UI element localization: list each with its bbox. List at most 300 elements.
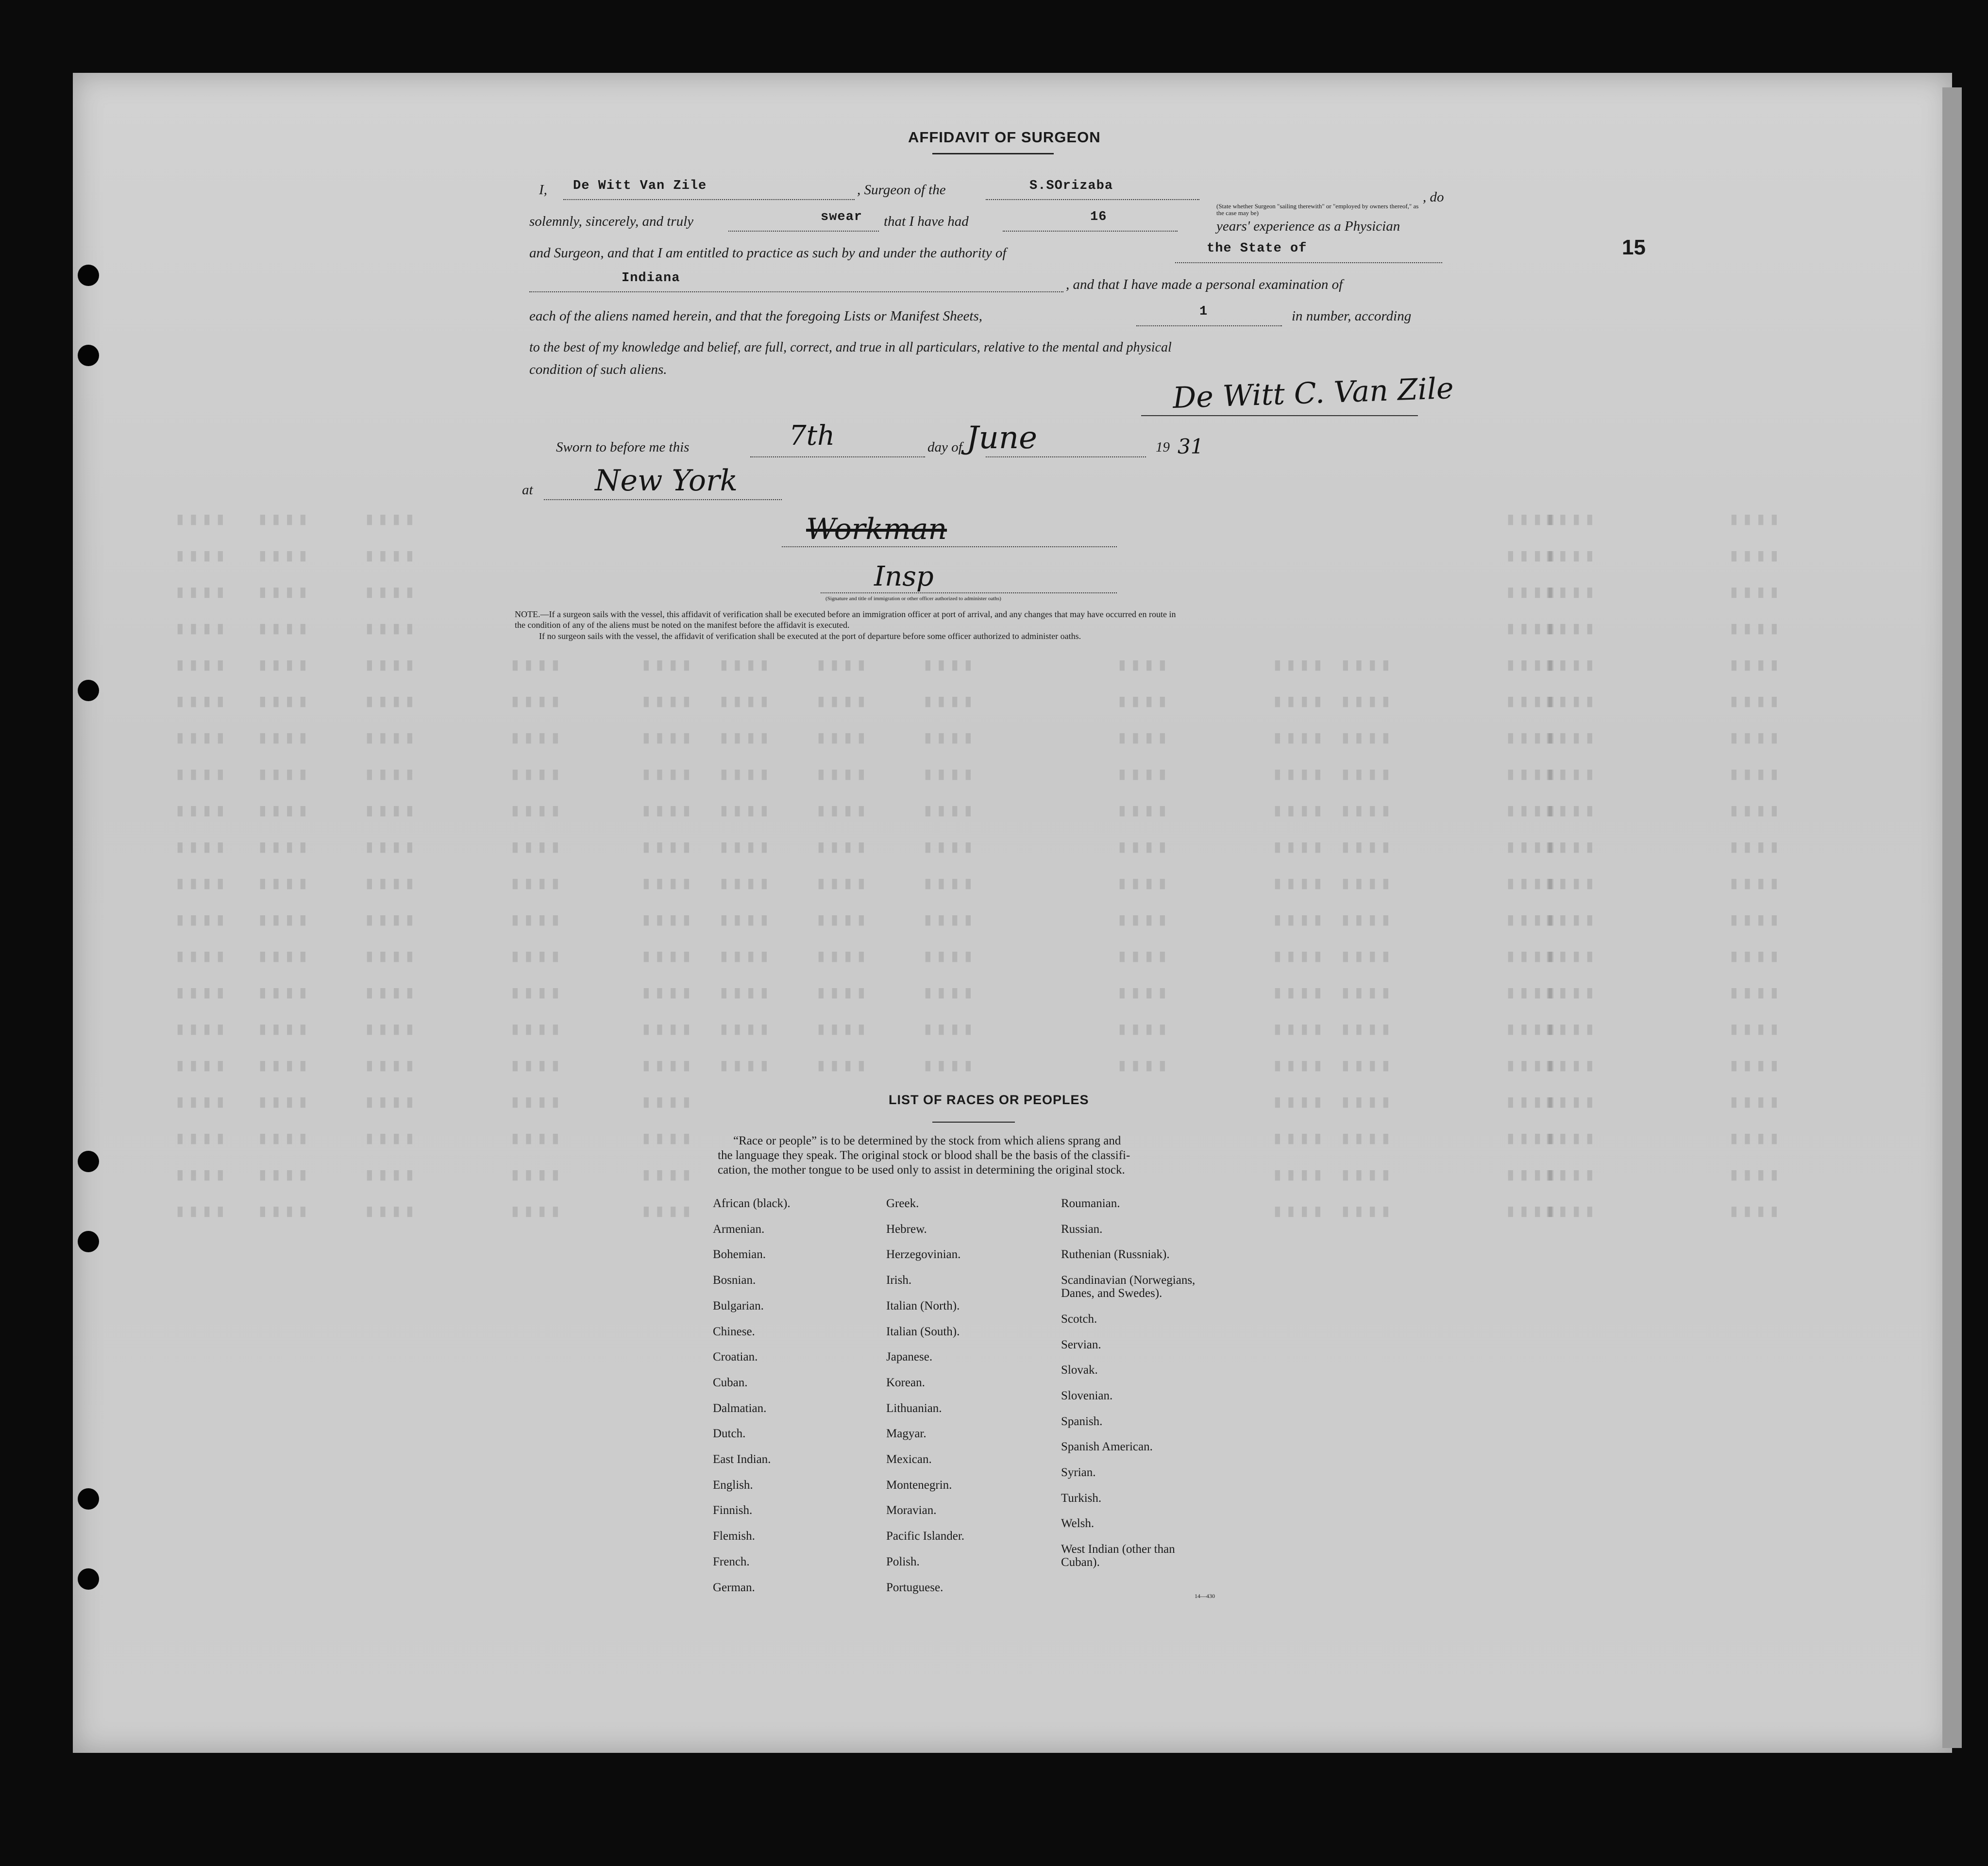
bleed-mark: ▮▮▮▮	[175, 1129, 229, 1149]
punch-hole	[78, 1568, 99, 1590]
bleed-mark: ▮▮▮▮	[1340, 656, 1394, 675]
experience-label: years' experience as a Physician	[1216, 219, 1400, 234]
bleed-mark: ▮▮▮▮	[1340, 874, 1394, 894]
bleed-mark: ▮▮▮▮	[923, 728, 977, 748]
bleed-mark: ▮▮▮▮	[364, 583, 418, 603]
bleed-mark: ▮▮▮▮	[257, 656, 311, 675]
bleed-mark: ▮▮▮▮	[641, 1165, 695, 1185]
bleed-mark: ▮▮▮▮	[1505, 1165, 1559, 1185]
bleed-mark: ▮▮▮▮	[1505, 546, 1559, 566]
note-line-3: If no surgeon sails with the vessel, the affidavit of verification shall be executed at the port of departure before some officer authorized to administer oaths.	[539, 631, 1081, 641]
bleed-mark: ▮▮▮▮	[364, 728, 418, 748]
races-intro-2: the language they speak. The original stock or blood shall be the basis of the classifi-	[718, 1149, 1130, 1162]
bleed-mark: ▮▮▮▮	[1505, 1020, 1559, 1040]
bleed-mark: ▮▮▮▮	[1272, 947, 1326, 967]
bleed-mark: ▮▮▮▮	[1729, 728, 1783, 748]
sworn-place: New York	[595, 464, 738, 498]
race-entry: Dutch.	[713, 1427, 746, 1441]
race-entry: Japanese.	[886, 1350, 933, 1364]
bleed-mark: ▮▮▮▮	[175, 947, 229, 967]
bleed-mark: ▮▮▮▮	[923, 765, 977, 785]
years-line	[1003, 231, 1178, 232]
bleed-mark: ▮▮▮▮	[257, 1202, 311, 1222]
bleed-mark: ▮▮▮▮	[719, 1020, 773, 1040]
race-entry: Irish.	[886, 1274, 912, 1287]
authority-2: Indiana	[622, 271, 680, 286]
bleed-mark: ▮▮▮▮	[175, 1020, 229, 1040]
bleed-mark: ▮▮▮▮	[364, 510, 418, 530]
race-entry: Armenian.	[713, 1222, 765, 1236]
races-title: LIST OF RACES OR PEOPLES	[889, 1093, 1089, 1107]
bleed-mark: ▮▮▮▮	[175, 1202, 229, 1222]
bleed-mark: ▮▮▮▮	[641, 692, 695, 712]
race-entry: African (black).	[713, 1197, 791, 1210]
race-entry: Russian.	[1061, 1222, 1103, 1236]
bleed-mark: ▮▮▮▮	[1117, 947, 1171, 967]
bleed-mark: ▮▮▮▮	[923, 1056, 977, 1076]
bleed-mark: ▮▮▮▮	[1505, 947, 1559, 967]
bleed-mark: ▮▮▮▮	[1505, 1129, 1559, 1149]
bleed-mark: ▮▮▮▮	[1272, 801, 1326, 821]
bleed-mark: ▮▮▮▮	[1272, 1020, 1326, 1040]
bleed-mark: ▮▮▮▮	[1729, 838, 1783, 857]
years-experience: 16	[1090, 210, 1107, 224]
race-entry: Servian.	[1061, 1338, 1101, 1351]
race-entry: Magyar.	[886, 1427, 927, 1441]
bleed-mark: ▮▮▮▮	[1729, 546, 1783, 566]
oath-line	[728, 231, 879, 232]
punch-hole	[78, 1151, 99, 1172]
bleed-mark: ▮▮▮▮	[1729, 765, 1783, 785]
bleed-mark: ▮▮▮▮	[923, 983, 977, 1003]
bleed-mark: ▮▮▮▮	[364, 619, 418, 639]
bleed-mark: ▮▮▮▮	[1729, 1129, 1783, 1149]
race-entry: Spanish.	[1061, 1414, 1103, 1428]
bleed-mark: ▮▮▮▮	[641, 910, 695, 930]
bleed-mark: ▮▮▮▮	[1544, 1165, 1598, 1185]
bleed-mark: ▮▮▮▮	[1117, 910, 1171, 930]
authority-line-2	[529, 291, 1063, 292]
bleed-mark: ▮▮▮▮	[1117, 983, 1171, 1003]
bleed-mark: ▮▮▮▮	[923, 838, 977, 857]
bleed-mark: ▮▮▮▮	[816, 765, 870, 785]
sworn-day: 7th	[789, 420, 835, 452]
bleed-mark: ▮▮▮▮	[1272, 728, 1326, 748]
month-line	[986, 456, 1146, 457]
bleed-mark: ▮▮▮▮	[1544, 910, 1598, 930]
bleed-mark: ▮▮▮▮	[1505, 1202, 1559, 1222]
bleed-mark: ▮▮▮▮	[257, 801, 311, 821]
bleed-mark: ▮▮▮▮	[1117, 656, 1171, 675]
race-entry: French.	[713, 1555, 750, 1568]
bleed-mark: ▮▮▮▮	[1272, 910, 1326, 930]
bleed-mark: ▮▮▮▮	[1505, 692, 1559, 712]
bleed-mark: ▮▮▮▮	[1544, 801, 1598, 821]
race-entry: Dalmatian.	[713, 1401, 767, 1415]
bleed-mark: ▮▮▮▮	[1505, 874, 1559, 894]
bleed-mark: ▮▮▮▮	[510, 656, 564, 675]
bleed-mark: ▮▮▮▮	[510, 765, 564, 785]
race-entry: West Indian (other than	[1061, 1543, 1175, 1556]
bleed-mark: ▮▮▮▮	[1272, 656, 1326, 675]
bleed-mark: ▮▮▮▮	[1340, 1056, 1394, 1076]
bleed-mark: ▮▮▮▮	[1729, 619, 1783, 639]
race-entry: Portuguese.	[886, 1580, 943, 1594]
bleed-mark: ▮▮▮▮	[1544, 1202, 1598, 1222]
vessel-name: S.SOrizaba	[1029, 179, 1113, 193]
bleed-mark: ▮▮▮▮	[1729, 983, 1783, 1003]
bleed-mark: ▮▮▮▮	[364, 1020, 418, 1040]
race-entry: Lithuanian.	[886, 1401, 942, 1415]
bleed-mark: ▮▮▮▮	[364, 656, 418, 675]
bleed-mark: ▮▮▮▮	[1340, 692, 1394, 712]
bleed-mark: ▮▮▮▮	[257, 1093, 311, 1112]
race-entry: Italian (South).	[886, 1325, 960, 1338]
surgeon-of-label: , Surgeon of the	[857, 182, 946, 198]
race-entry: Roumanian.	[1061, 1197, 1120, 1210]
bleed-mark: ▮▮▮▮	[816, 692, 870, 712]
bleed-mark: ▮▮▮▮	[1117, 838, 1171, 857]
bleed-mark: ▮▮▮▮	[641, 1093, 695, 1112]
bleed-mark: ▮▮▮▮	[1117, 1056, 1171, 1076]
bleed-mark: ▮▮▮▮	[175, 765, 229, 785]
bleed-mark: ▮▮▮▮	[364, 765, 418, 785]
bleed-mark: ▮▮▮▮	[641, 838, 695, 857]
surgeon-name: De Witt Van Zile	[573, 179, 707, 193]
bleed-mark: ▮▮▮▮	[510, 838, 564, 857]
state-note: (State whether Surgeon "sailing therewith" or "employed by owners thereof," as the case may be)	[1216, 202, 1419, 217]
bleed-mark: ▮▮▮▮	[510, 1129, 564, 1149]
bleed-mark: ▮▮▮▮	[719, 983, 773, 1003]
sheets-line	[1136, 325, 1282, 326]
affidavit-title: AFFIDAVIT OF SURGEON	[908, 129, 1101, 146]
race-entry: Syrian.	[1061, 1466, 1096, 1479]
form-number: 14—430	[1195, 1593, 1215, 1599]
bleed-mark: ▮▮▮▮	[1505, 583, 1559, 603]
bleed-mark: ▮▮▮▮	[1340, 1093, 1394, 1112]
bleed-mark: ▮▮▮▮	[257, 1165, 311, 1185]
bleed-mark: ▮▮▮▮	[1117, 1020, 1171, 1040]
bleed-mark: ▮▮▮▮	[1117, 692, 1171, 712]
bleed-mark: ▮▮▮▮	[1505, 983, 1559, 1003]
bleed-mark: ▮▮▮▮	[1729, 910, 1783, 930]
bleed-mark: ▮▮▮▮	[364, 947, 418, 967]
bleed-mark: ▮▮▮▮	[641, 947, 695, 967]
examination-label: , and that I have made a personal examination of	[1066, 277, 1343, 292]
had-label: that I have had	[884, 214, 969, 229]
race-entry: Slovak.	[1061, 1363, 1098, 1377]
race-entry: Slovenian.	[1061, 1389, 1113, 1402]
bleed-mark: ▮▮▮▮	[175, 1093, 229, 1112]
condition-label: condition of such aliens.	[529, 362, 667, 377]
bleed-mark: ▮▮▮▮	[510, 801, 564, 821]
bleed-mark: ▮▮▮▮	[175, 692, 229, 712]
bleed-mark: ▮▮▮▮	[1272, 1056, 1326, 1076]
bleed-mark: ▮▮▮▮	[364, 1093, 418, 1112]
officer-caption: (Signature and title of immigration or other officer authorized to administer oaths)	[826, 596, 1001, 602]
bleed-mark: ▮▮▮▮	[1340, 765, 1394, 785]
bleed-mark: ▮▮▮▮	[257, 765, 311, 785]
race-entry: Pacific Islander.	[886, 1530, 965, 1543]
bleed-mark: ▮▮▮▮	[816, 801, 870, 821]
bleed-mark: ▮▮▮▮	[510, 692, 564, 712]
bleed-mark: ▮▮▮▮	[641, 1020, 695, 1040]
race-entry: Bulgarian.	[713, 1299, 764, 1312]
bleed-mark: ▮▮▮▮	[1544, 983, 1598, 1003]
bleed-mark: ▮▮▮▮	[1117, 801, 1171, 821]
bleed-mark: ▮▮▮▮	[1544, 619, 1598, 639]
bleed-mark: ▮▮▮▮	[175, 656, 229, 675]
bleed-mark: ▮▮▮▮	[1729, 947, 1783, 967]
bleed-mark: ▮▮▮▮	[719, 692, 773, 712]
bleed-mark: ▮▮▮▮	[816, 1020, 870, 1040]
bleed-mark: ▮▮▮▮	[175, 619, 229, 639]
race-entry: Mexican.	[886, 1453, 932, 1466]
race-entry: East Indian.	[713, 1453, 771, 1466]
bleed-mark: ▮▮▮▮	[257, 1056, 311, 1076]
race-entry: Croatian.	[713, 1350, 758, 1364]
bleed-mark: ▮▮▮▮	[1505, 765, 1559, 785]
race-entry: Korean.	[886, 1376, 925, 1389]
sworn-month: June	[966, 420, 1037, 456]
bleed-mark: ▮▮▮▮	[1544, 838, 1598, 857]
bleed-mark: ▮▮▮▮	[510, 728, 564, 748]
bleed-mark: ▮▮▮▮	[1544, 546, 1598, 566]
bleed-mark: ▮▮▮▮	[175, 874, 229, 894]
bleed-mark: ▮▮▮▮	[257, 546, 311, 566]
bleed-mark: ▮▮▮▮	[1544, 874, 1598, 894]
bleed-mark: ▮▮▮▮	[175, 728, 229, 748]
bleed-mark: ▮▮▮▮	[364, 838, 418, 857]
bleed-mark: ▮▮▮▮	[510, 983, 564, 1003]
surgeon-name-line	[563, 199, 855, 200]
bleed-mark: ▮▮▮▮	[364, 1165, 418, 1185]
bleed-mark: ▮▮▮▮	[1340, 983, 1394, 1003]
bleed-mark: ▮▮▮▮	[1272, 838, 1326, 857]
bleed-mark: ▮▮▮▮	[923, 656, 977, 675]
solemnly-label: solemnly, sincerely, and truly	[529, 214, 694, 229]
race-entry: Chinese.	[713, 1325, 755, 1338]
bleed-mark: ▮▮▮▮	[510, 1165, 564, 1185]
bleed-mark: ▮▮▮▮	[175, 910, 229, 930]
bleed-mark: ▮▮▮▮	[1340, 1129, 1394, 1149]
punch-hole	[78, 1488, 99, 1510]
bleed-mark: ▮▮▮▮	[1505, 910, 1559, 930]
do-label: , do	[1423, 189, 1444, 205]
sheets-count: 1	[1199, 304, 1208, 319]
bleed-mark: ▮▮▮▮	[923, 910, 977, 930]
note-line-2: the condition of any of the aliens must be noted on the manifest before the affidavit is executed.	[515, 620, 850, 630]
bleed-mark: ▮▮▮▮	[1272, 1202, 1326, 1222]
bleed-mark: ▮▮▮▮	[175, 510, 229, 530]
bleed-mark: ▮▮▮▮	[816, 656, 870, 675]
race-entry: Finnish.	[713, 1504, 753, 1517]
race-entry: Ruthenian (Russniak).	[1061, 1248, 1170, 1261]
race-entry: Spanish American.	[1061, 1440, 1153, 1454]
race-entry: Greek.	[886, 1197, 919, 1210]
race-entry: Scotch.	[1061, 1312, 1097, 1326]
bleed-mark: ▮▮▮▮	[175, 801, 229, 821]
bleed-mark: ▮▮▮▮	[816, 838, 870, 857]
bleed-mark: ▮▮▮▮	[257, 947, 311, 967]
bleed-mark: ▮▮▮▮	[1505, 801, 1559, 821]
bleed-mark: ▮▮▮▮	[1340, 1165, 1394, 1185]
bleed-mark: ▮▮▮▮	[257, 910, 311, 930]
race-entry: Scandinavian (Norwegians,	[1061, 1274, 1196, 1287]
bleed-mark: ▮▮▮▮	[510, 874, 564, 894]
race-entry: Cuban).	[1061, 1556, 1100, 1569]
bleed-mark: ▮▮▮▮	[641, 1129, 695, 1149]
bleed-mark: ▮▮▮▮	[641, 874, 695, 894]
bleed-mark: ▮▮▮▮	[1272, 874, 1326, 894]
bleed-mark: ▮▮▮▮	[719, 728, 773, 748]
bleed-mark: ▮▮▮▮	[1544, 1129, 1598, 1149]
bleed-mark: ▮▮▮▮	[1505, 838, 1559, 857]
bleed-mark: ▮▮▮▮	[257, 838, 311, 857]
surgeon-signature: De Witt C. Van Zile	[1172, 371, 1454, 416]
bleed-mark: ▮▮▮▮	[1729, 801, 1783, 821]
race-entry: English.	[713, 1478, 753, 1492]
race-entry: Moravian.	[886, 1504, 937, 1517]
bleed-mark: ▮▮▮▮	[1729, 1093, 1783, 1112]
signature-line	[1141, 415, 1418, 416]
bleed-mark: ▮▮▮▮	[1544, 728, 1598, 748]
bleed-mark: ▮▮▮▮	[1340, 801, 1394, 821]
bleed-mark: ▮▮▮▮	[364, 1202, 418, 1222]
race-entry: German.	[713, 1580, 755, 1594]
races-intro-3: cation, the mother tongue to be used only to assist in determining the original stock.	[718, 1163, 1125, 1177]
bleed-mark: ▮▮▮▮	[364, 801, 418, 821]
bleed-mark: ▮▮▮▮	[1340, 838, 1394, 857]
officer-line-1	[782, 546, 1117, 547]
bleed-mark: ▮▮▮▮	[364, 546, 418, 566]
bleed-mark: ▮▮▮▮	[641, 1056, 695, 1076]
bleed-mark: ▮▮▮▮	[175, 838, 229, 857]
bleed-mark: ▮▮▮▮	[1117, 728, 1171, 748]
bleed-mark: ▮▮▮▮	[1272, 765, 1326, 785]
bleed-mark: ▮▮▮▮	[1505, 728, 1559, 748]
bleed-mark: ▮▮▮▮	[719, 801, 773, 821]
bleed-mark: ▮▮▮▮	[816, 983, 870, 1003]
bleed-mark: ▮▮▮▮	[364, 1129, 418, 1149]
bleed-mark: ▮▮▮▮	[1729, 1202, 1783, 1222]
and-surgeon-label: and Surgeon, and that I am entitled to practice as such by and under the authority of	[529, 245, 1007, 261]
bleed-mark: ▮▮▮▮	[1272, 983, 1326, 1003]
bleed-mark: ▮▮▮▮	[641, 728, 695, 748]
manifest-sheet	[73, 73, 1952, 1753]
punch-hole	[78, 265, 99, 286]
bleed-mark: ▮▮▮▮	[923, 947, 977, 967]
bleed-mark: ▮▮▮▮	[1544, 583, 1598, 603]
race-entry: Bosnian.	[713, 1274, 756, 1287]
surgeon-prefix: I,	[539, 182, 547, 198]
bleed-mark: ▮▮▮▮	[1272, 1129, 1326, 1149]
best-label: to the best of my knowledge and belief, are full, correct, and true in all particulars, relative to the mental and physical	[529, 340, 1172, 355]
bleed-mark: ▮▮▮▮	[1505, 1056, 1559, 1076]
bleed-mark: ▮▮▮▮	[1340, 1202, 1394, 1222]
bleed-mark: ▮▮▮▮	[816, 1056, 870, 1076]
punch-hole	[78, 345, 99, 366]
bleed-mark: ▮▮▮▮	[923, 1020, 977, 1040]
bleed-mark: ▮▮▮▮	[719, 947, 773, 967]
bleed-mark: ▮▮▮▮	[923, 874, 977, 894]
bleed-mark: ▮▮▮▮	[1544, 656, 1598, 675]
bleed-mark: ▮▮▮▮	[175, 546, 229, 566]
bleed-mark: ▮▮▮▮	[1340, 947, 1394, 967]
oath: swear	[821, 210, 863, 224]
race-entry: Italian (North).	[886, 1299, 960, 1312]
bleed-mark: ▮▮▮▮	[257, 510, 311, 530]
race-entry: Turkish.	[1061, 1491, 1102, 1505]
bleed-mark: ▮▮▮▮	[1117, 765, 1171, 785]
place-line	[544, 499, 782, 500]
day-of-label: day of	[927, 439, 962, 455]
year-prefix: 19	[1156, 439, 1170, 455]
bleed-mark: ▮▮▮▮	[364, 983, 418, 1003]
bleed-mark: ▮▮▮▮	[816, 874, 870, 894]
officer-line-2	[821, 592, 1117, 593]
bleed-mark: ▮▮▮▮	[175, 583, 229, 603]
bleed-mark: ▮▮▮▮	[364, 692, 418, 712]
bleed-mark: ▮▮▮▮	[257, 583, 311, 603]
bleed-mark: ▮▮▮▮	[257, 619, 311, 639]
bleed-mark: ▮▮▮▮	[1544, 1020, 1598, 1040]
sworn-year: 31	[1178, 435, 1204, 458]
bleed-mark: ▮▮▮▮	[1272, 692, 1326, 712]
bleed-mark: ▮▮▮▮	[510, 1020, 564, 1040]
bleed-mark: ▮▮▮▮	[719, 874, 773, 894]
bleed-mark: ▮▮▮▮	[1117, 874, 1171, 894]
bleed-mark: ▮▮▮▮	[257, 692, 311, 712]
bleed-mark: ▮▮▮▮	[257, 1129, 311, 1149]
each-label: each of the aliens named herein, and that the foregoing Lists or Manifest Sheets,	[529, 308, 982, 324]
bleed-mark: ▮▮▮▮	[510, 1093, 564, 1112]
bleed-mark: ▮▮▮▮	[1544, 765, 1598, 785]
authority-line-1	[1175, 262, 1442, 263]
bleed-mark: ▮▮▮▮	[364, 910, 418, 930]
bleed-mark: ▮▮▮▮	[1729, 874, 1783, 894]
bleed-mark: ▮▮▮▮	[1505, 510, 1559, 530]
bleed-mark: ▮▮▮▮	[510, 910, 564, 930]
bleed-mark: ▮▮▮▮	[1544, 510, 1598, 530]
bleed-mark: ▮▮▮▮	[175, 1165, 229, 1185]
sworn-label: Sworn to before me this	[556, 439, 690, 455]
punch-hole	[78, 1231, 99, 1252]
bleed-mark: ▮▮▮▮	[1544, 1093, 1598, 1112]
bleed-mark: ▮▮▮▮	[719, 910, 773, 930]
bleed-mark: ▮▮▮▮	[257, 983, 311, 1003]
race-entry: Bohemian.	[713, 1248, 766, 1261]
races-title-underline	[932, 1122, 1015, 1123]
bleed-mark: ▮▮▮▮	[641, 1202, 695, 1222]
day-line	[750, 456, 925, 457]
bleed-mark: ▮▮▮▮	[816, 947, 870, 967]
bleed-mark: ▮▮▮▮	[364, 1056, 418, 1076]
bleed-mark: ▮▮▮▮	[719, 656, 773, 675]
bleed-mark: ▮▮▮▮	[1340, 728, 1394, 748]
bleed-mark: ▮▮▮▮	[719, 1056, 773, 1076]
authority-1: the State of	[1207, 241, 1307, 256]
bleed-mark: ▮▮▮▮	[257, 874, 311, 894]
bleed-mark: ▮▮▮▮	[1505, 619, 1559, 639]
bleed-mark: ▮▮▮▮	[1729, 1165, 1783, 1185]
bleed-mark: ▮▮▮▮	[816, 910, 870, 930]
bleed-mark: ▮▮▮▮	[364, 874, 418, 894]
page-number: 15	[1622, 235, 1646, 259]
bleed-mark: ▮▮▮▮	[1544, 692, 1598, 712]
race-entry: Herzegovinian.	[886, 1248, 961, 1261]
at-label: at	[522, 482, 533, 498]
